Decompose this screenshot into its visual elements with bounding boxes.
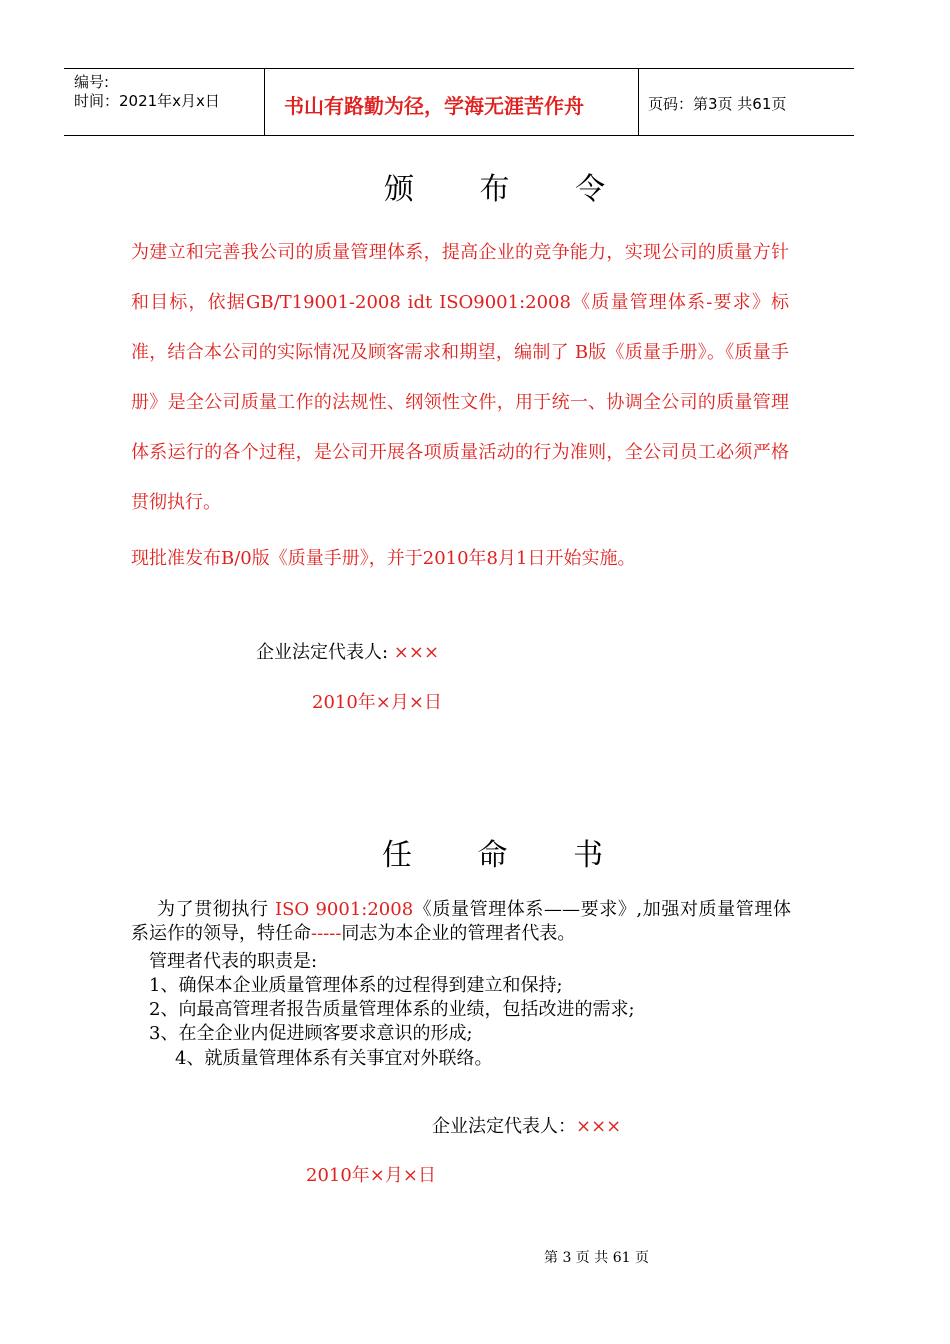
appointment-duty-3: 3、在全企业内促进顾客要求意识的形成; [149, 1023, 473, 1044]
decree-rep-label: 企业法定代表人: [256, 642, 394, 663]
header-divider-left [264, 68, 265, 136]
appointment-intro-end: 同志为本企业的管理者代表。 [341, 923, 576, 944]
footer-page-number: 第 3 页 共 61 页 [544, 1250, 649, 1266]
appointment-rep-label: 企业法定代表人： [432, 1116, 576, 1137]
header-time-label: 时间：2021年x月x日 [74, 92, 220, 110]
appointment-duty-2: 2、向最高管理者报告质量管理体系的业绩，包括改进的需求; [149, 999, 635, 1020]
decree-date: 2010年×月×日 [312, 692, 442, 713]
appointment-intro-mid: 《质量管理体系——要求》,加强对质量管理体系运作的领导，特任命 [131, 899, 791, 944]
appointment-intro [131, 898, 791, 946]
header-divider-right [638, 68, 639, 136]
appointment-representative [432, 1112, 621, 1138]
header-top-border [64, 68, 854, 69]
header-bottom-border [64, 135, 854, 136]
appointment-duty-1: 1、确保本企业质量管理体系的过程得到建立和保持; [149, 975, 563, 996]
appointment-duty-4: 4、就质量管理体系有关事宜对外联络。 [175, 1048, 493, 1069]
decree-paragraph-2: 现批准发布B/0版《质量手册》，并于2010年8月1日开始实施。 [131, 548, 636, 569]
header-page-label: 页码：第3页 共61页 [648, 95, 787, 113]
decree-representative [256, 638, 439, 664]
header-number-label: 编号: [74, 73, 110, 91]
appointment-intro-iso: ISO 9001:2008 [274, 899, 414, 920]
appointment-title: 任 命 书 [382, 838, 632, 873]
appointment-intro-dash: ----- [311, 923, 342, 944]
decree-paragraph-1: 为建立和完善我公司的质量管理体系，提高企业的竞争能力，实现公司的质量方针和目标，依据GB/T19001-2008 idt ISO9001:2008《质量管理体系-要求》标准，结合本公司的实际情况及顾客需求和期望，编制了 B版《质量手册》。《质量手册》是全公司质量工作的法规性、纲领性文件，用于统一、协调全公司的质量管理体系运行的各个过程，是公司开展各项质量活动的行为准则，全公司员工必须严格贯彻执行。 [131, 242, 789, 513]
appointment-rep-value: ××× [576, 1116, 622, 1137]
decree-rep-value: ××× [393, 642, 440, 663]
decree-title: 颁 布 令 [384, 172, 634, 207]
appointment-intro-prefix: 为了贯彻执行 [157, 899, 275, 920]
appointment-duties-title: 管理者代表的职责是: [149, 951, 318, 972]
appointment-date: 2010年×月×日 [306, 1165, 436, 1186]
header-motto: 书山有路勤为径，学海无涯苦作舟 [284, 94, 584, 118]
